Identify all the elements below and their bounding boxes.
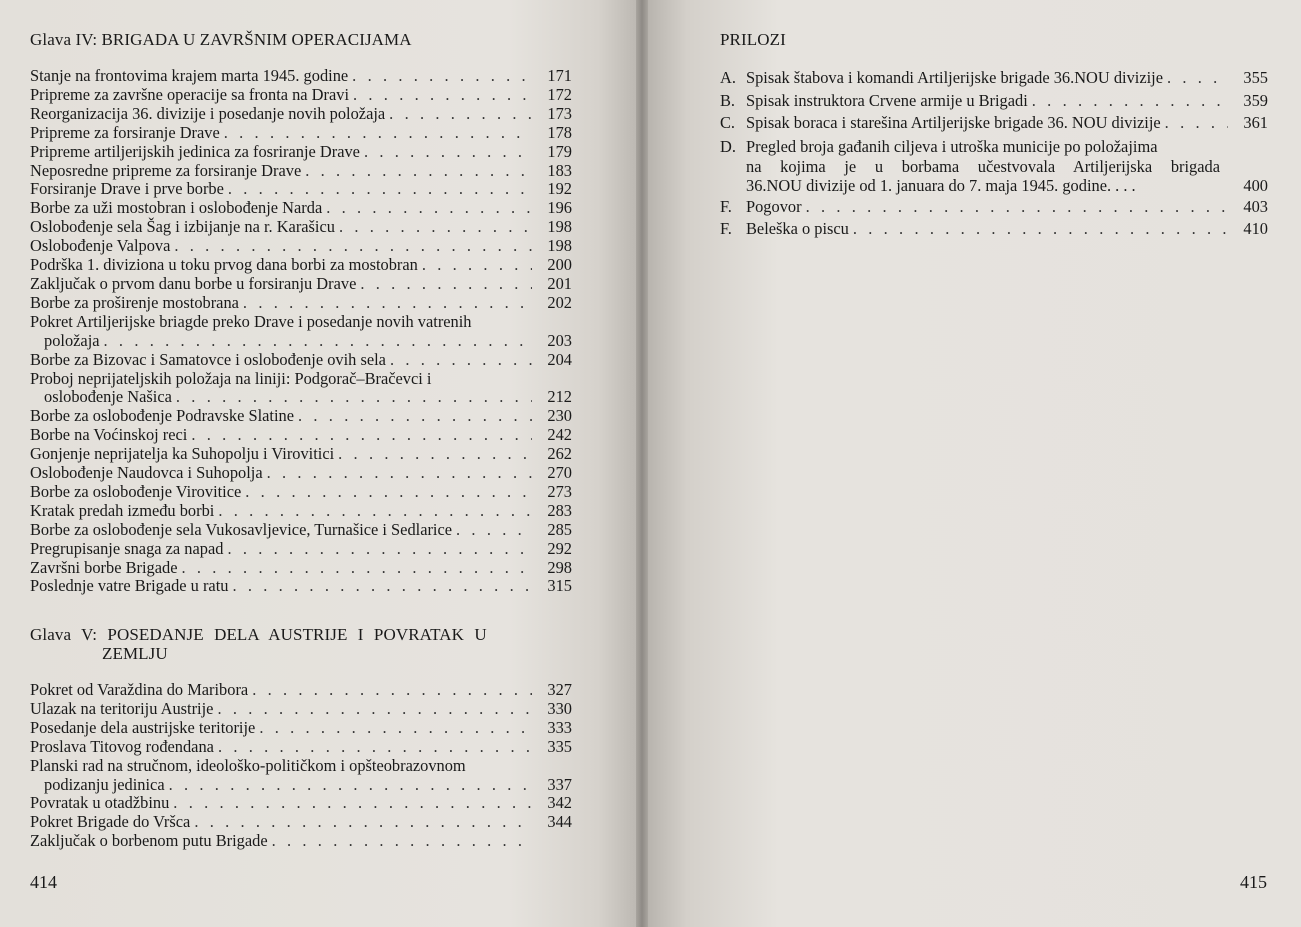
toc-entry <box>30 370 572 408</box>
toc-entry-page: 178 <box>547 122 572 142</box>
toc-entry <box>30 794 572 813</box>
toc-entry-page: 262 <box>547 444 572 464</box>
toc-dot-leader <box>422 256 532 275</box>
book-gutter <box>636 0 648 927</box>
toc-entry-title: Pripreme za forsiranje Drave <box>30 122 220 142</box>
toc-entry-page: 242 <box>547 425 572 445</box>
toc-entry-title: Oslobođenje Naudovca i Suhopolja <box>30 463 263 483</box>
toc-entry-title: Borbe za oslobođenje Virovitice <box>30 481 242 501</box>
toc-dot-leader <box>806 196 1228 219</box>
toc-entry-title-line1: Pokret Artiljerijske briagde preko Drave i posedanje novih vatrenih <box>30 311 472 331</box>
appendix-entry-page: 359 <box>1243 90 1268 110</box>
toc-entry-title: Borbe za Bizovac i Samatovce i oslobođenje ovih sela <box>30 349 386 369</box>
toc-dot-leader <box>228 180 532 199</box>
toc-dot-leader <box>352 67 532 86</box>
toc-entry-page: 183 <box>547 160 572 180</box>
toc-dot-leader <box>218 502 532 521</box>
toc-entry-title: Završni borbe Brigade <box>30 557 178 577</box>
appendix-entry <box>720 90 1268 113</box>
toc-entry-page: 327 <box>547 680 572 699</box>
toc-entry <box>30 445 572 464</box>
left-page <box>0 0 636 927</box>
toc-entry-title: Pokret Brigade do Vršca <box>30 812 191 832</box>
toc-entry-page: 171 <box>547 66 572 85</box>
appendix-entry <box>720 112 1268 135</box>
toc-entry-title-line1: Planski rad na stručnom, ideološko-političkom i opšteobrazovnom <box>30 755 466 775</box>
appendix-entry-title: Pogovor <box>746 196 802 216</box>
toc-dot-leader <box>191 426 532 445</box>
toc-entry <box>30 757 572 795</box>
appendix-entry <box>720 196 1268 219</box>
chapter-5-toc <box>30 681 572 851</box>
toc-entry-title-line2: položaja <box>44 330 100 350</box>
chapter-4-title: Glava IV: BRIGADA U ZAVRŠNIM OPERACIJAMA <box>30 30 412 49</box>
toc-dot-leader <box>853 218 1228 241</box>
toc-entry-title: Podrška 1. diviziona u toku prvog dana borbi za mostobran <box>30 255 418 275</box>
toc-entry <box>30 407 572 426</box>
appendix-entry-title-line2: na kojima je u borbama učestvovala Artiljerijska brigada <box>746 156 1220 176</box>
appendix-entry <box>720 218 1268 241</box>
toc-dot-leader <box>389 105 532 124</box>
toc-entry <box>30 813 572 832</box>
toc-dot-leader <box>181 559 532 578</box>
toc-dot-leader <box>364 143 532 162</box>
toc-entry-title: Oslobođenje sela Šag i izbijanje na r. Karašicu <box>30 217 335 237</box>
toc-entry-page: 172 <box>547 84 572 104</box>
toc-entry-title: Pregrupisanje snaga za napad <box>30 538 224 558</box>
appendix-heading: PRILOZI <box>720 30 786 49</box>
appendix-entry-label: A. <box>720 68 736 87</box>
appendix-entry-lines <box>746 137 1268 196</box>
toc-dot-leader <box>353 86 532 105</box>
appendix-entry-page: 400 <box>1243 176 1268 196</box>
toc-entry-title: Forsiranje Drave i prve borbe <box>30 179 224 199</box>
toc-entry-page: 315 <box>547 576 572 596</box>
appendix-entry <box>720 67 1268 90</box>
appendix-entry-page: 361 <box>1243 113 1268 133</box>
toc-entry <box>30 86 572 105</box>
toc-entry <box>30 559 572 578</box>
toc-entry <box>30 180 572 199</box>
toc-entry-title: Neposredne pripreme za forsiranje Drave <box>30 160 302 180</box>
toc-entry-page: 330 <box>547 698 572 718</box>
chapter-5-title-line2: ZEMLJU <box>102 644 168 663</box>
toc-dot-leader <box>169 776 532 795</box>
toc-entry <box>30 521 572 540</box>
toc-entry-title: Reorganizacija 36. divizije i posedanje novih položaja <box>30 103 386 123</box>
appendix-entry-title: Beleška o piscu <box>746 219 849 239</box>
appendix-entry-label: C. <box>720 113 736 133</box>
toc-entry-title-line2: oslobođenje Našica <box>44 387 172 407</box>
toc-entry <box>30 426 572 445</box>
toc-entry-page: 179 <box>547 141 572 161</box>
toc-dot-leader <box>305 162 532 181</box>
toc-entry <box>30 738 572 757</box>
toc-dot-leader <box>227 540 532 559</box>
toc-dot-leader <box>339 218 532 237</box>
toc-dot-leader <box>104 332 532 351</box>
toc-entry <box>30 700 572 719</box>
toc-dot-leader <box>1032 90 1228 113</box>
toc-entry-title: Stanje na frontovima krajem marta 1945. godine <box>30 66 349 85</box>
toc-entry <box>30 275 572 294</box>
toc-entry-title: Proslava Titovog rođendana <box>30 736 214 756</box>
page-number-right: 415 <box>1240 872 1267 892</box>
toc-dot-leader <box>259 719 532 738</box>
toc-entry <box>30 162 572 181</box>
toc-entry-page: 344 <box>547 812 572 832</box>
toc-entry-page: 285 <box>547 519 572 539</box>
appendix-entry-label: B. <box>720 90 736 110</box>
toc-dot-leader <box>243 294 532 313</box>
toc-entry-page: 342 <box>547 793 572 813</box>
toc-entry-page: 337 <box>547 774 572 794</box>
toc-dot-leader <box>218 738 532 757</box>
appendix-toc <box>720 67 1268 241</box>
toc-entry <box>30 351 572 370</box>
toc-entry-page: 283 <box>547 500 572 520</box>
appendix-entry-page: 410 <box>1243 219 1268 239</box>
toc-entry-page: 230 <box>547 406 572 426</box>
toc-entry-title: Povratak u otadžbinu <box>30 793 170 813</box>
toc-dot-leader <box>173 794 532 813</box>
toc-entry-title: Borbe za oslobođenje sela Vukosavljevice, Turnašice i Sedlarice <box>30 519 453 539</box>
toc-dot-leader <box>245 483 532 502</box>
toc-entry <box>30 577 572 596</box>
toc-entry <box>30 313 572 351</box>
toc-entry-page: 201 <box>547 273 572 293</box>
toc-entry-page: 335 <box>547 736 572 756</box>
toc-entry-page: 204 <box>547 349 572 369</box>
toc-entry <box>30 143 572 162</box>
appendix-entry-title: Spisak štabova i komandi Artiljerijske brigade 36.NOU divizije <box>746 68 1163 87</box>
chapter-4-toc <box>30 67 572 596</box>
toc-entry-title: Borbe za proširenje mostobrana <box>30 292 239 312</box>
toc-entry <box>30 67 572 86</box>
right-page <box>648 0 1301 927</box>
chapter-5-title-text: Glava V: POSEDANJE DELA AUSTRIJE I POVRATAK U <box>30 625 487 644</box>
toc-entry-page: 196 <box>547 198 572 218</box>
toc-entry <box>30 218 572 237</box>
toc-dot-leader <box>456 521 532 540</box>
toc-dot-leader <box>224 124 532 143</box>
toc-entry <box>30 237 572 256</box>
toc-dot-leader <box>174 237 532 256</box>
toc-entry <box>30 502 572 521</box>
toc-entry <box>30 540 572 559</box>
toc-entry-page: 198 <box>547 236 572 256</box>
toc-dot-leader <box>326 199 532 218</box>
appendix-entry-label: F. <box>720 219 732 239</box>
toc-entry-title: Zaključak o borbenom putu Brigade <box>30 831 268 851</box>
toc-entry-title: Borbe na Voćinskoj reci <box>30 425 188 445</box>
toc-entry-title: Oslobođenje Valpova <box>30 236 171 256</box>
toc-dot-leader <box>252 681 532 700</box>
toc-entry <box>30 294 572 313</box>
toc-entry <box>30 719 572 738</box>
toc-entry-title: Borbe za oslobođenje Podravske Slatine <box>30 406 295 426</box>
appendix-entry-label: F. <box>720 196 732 216</box>
toc-entry <box>30 464 572 483</box>
toc-dot-leader <box>194 813 532 832</box>
toc-entry <box>30 681 572 700</box>
toc-entry-page: 292 <box>547 538 572 558</box>
toc-entry-title: Pripreme za završne operacije sa fronta na Dravi <box>30 84 350 104</box>
toc-entry-title-line1: Proboj neprijateljskih položaja na liniji: Podgorač–Bračevci i <box>30 368 432 388</box>
toc-dot-leader <box>267 464 532 483</box>
appendix-entry-label: D. <box>720 137 736 157</box>
toc-entry-page: 192 <box>547 179 572 199</box>
toc-entry-page: 273 <box>547 481 572 501</box>
toc-entry-title: Gonjenje neprijatelja ka Suhopolju i Virovitici <box>30 444 335 464</box>
toc-dot-leader <box>360 275 532 294</box>
toc-entry-page: 270 <box>547 463 572 483</box>
toc-entry-page: 198 <box>547 217 572 237</box>
chapter-5-title-line1 <box>30 625 530 644</box>
toc-entry <box>30 199 572 218</box>
toc-entry-title: Posedanje dela austrijske teritorije <box>30 717 256 737</box>
toc-dot-leader <box>232 577 532 596</box>
toc-dot-leader <box>217 700 532 719</box>
page-number-left: 414 <box>30 872 57 892</box>
appendix-entry-title-line3: 36.NOU divizije od 1. januara do 7. maja 1945. godine. . . . <box>746 176 1136 196</box>
toc-entry-title: Poslednje vatre Brigade u ratu <box>30 576 229 596</box>
toc-entry-title-line2: podizanju jedinica <box>44 774 165 794</box>
toc-entry-title: Zaključak o prvom danu borbe u forsiranju Drave <box>30 273 357 293</box>
toc-entry-page: 203 <box>547 330 572 350</box>
toc-entry-page: 298 <box>547 557 572 577</box>
toc-dot-leader <box>1167 67 1228 90</box>
toc-entry <box>30 105 572 124</box>
toc-entry-page: 173 <box>547 103 572 123</box>
appendix-entry-title: Spisak boraca i starešina Artiljerijske brigade 36. NOU divizije <box>746 113 1161 133</box>
appendix-entry-page: 355 <box>1243 68 1268 87</box>
toc-dot-leader <box>390 351 532 370</box>
toc-entry-page: 333 <box>547 717 572 737</box>
appendix-entry-title: Spisak instruktora Crvene armije u Brigadi <box>746 90 1028 110</box>
toc-entry-title: Ulazak na teritoriju Austrije <box>30 698 214 718</box>
toc-entry-title: Pripreme artiljerijskih jedinica za fosriranje Drave <box>30 141 360 161</box>
toc-entry-title: Pokret od Varaždina do Maribora <box>30 680 249 699</box>
toc-entry-title: Kratak predah između borbi <box>30 500 215 520</box>
appendix-entry-page: 403 <box>1243 196 1268 216</box>
toc-entry-page: 212 <box>547 387 572 407</box>
toc-entry-page: 200 <box>547 255 572 275</box>
toc-entry-title: Borbe za uži mostobran i oslobođenje Narda <box>30 198 323 218</box>
toc-entry <box>30 483 572 502</box>
chapter-5-title <box>30 625 530 663</box>
toc-entry <box>30 832 572 851</box>
toc-dot-leader <box>176 388 532 407</box>
toc-dot-leader <box>338 445 532 464</box>
appendix-entry-title-line1: Pregled broja gađanih ciljeva i utroška municije po položajima <box>746 137 1158 157</box>
toc-entry-page: 202 <box>547 292 572 312</box>
toc-dot-leader <box>1165 112 1228 135</box>
toc-entry <box>30 256 572 275</box>
toc-dot-leader <box>272 832 532 851</box>
appendix-entry <box>720 135 1268 196</box>
toc-dot-leader <box>298 407 532 426</box>
toc-entry <box>30 124 572 143</box>
